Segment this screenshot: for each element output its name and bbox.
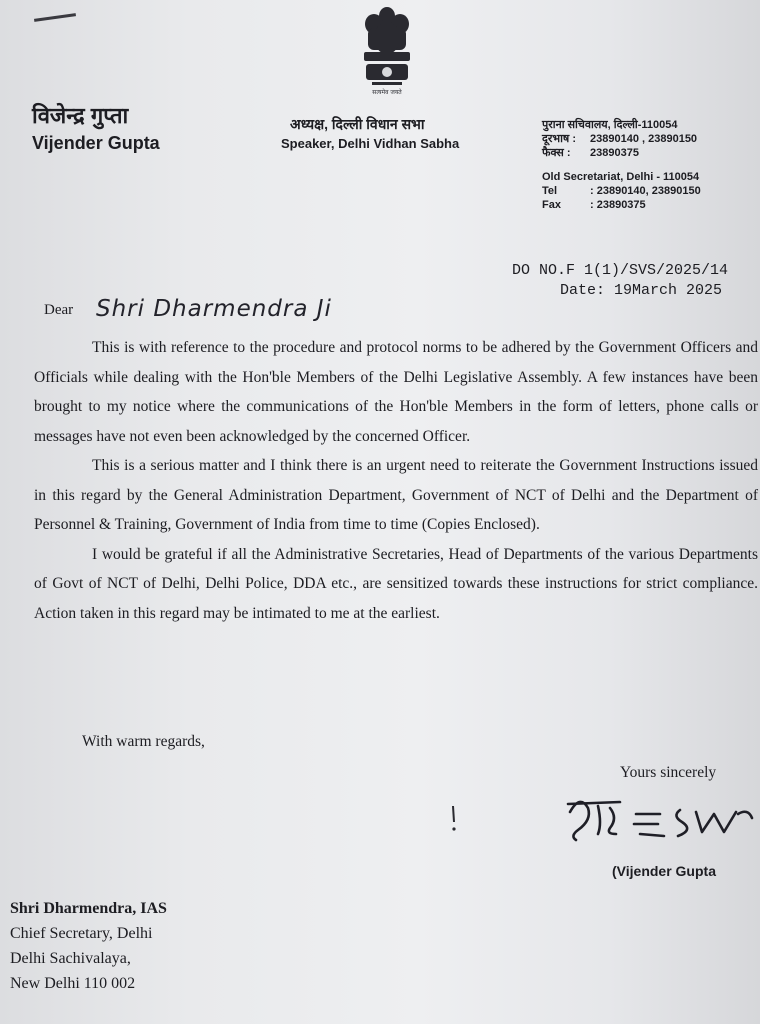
do-reference-number: DO NO.F 1(1)/SVS/2025/14 [512, 262, 729, 279]
sender-name-hindi: विजेन्द्र गुप्ता [32, 103, 129, 128]
address-line-english: Old Secretariat, Delhi - 110054 [542, 171, 700, 183]
pen-mark [34, 13, 76, 22]
sign-off: Yours sincerely [620, 764, 717, 781]
phone-line-hindi [542, 132, 701, 146]
paragraph: This is with reference to the procedure and protocol norms to be adhered by the Government Officers and Officials while dealing with the Hon'ble Members of the Delhi Legislative Assembly. A few instances have been brought to my notice where the communications of the Hon'ble Members in the form of letters, phone calls or messages have not even been acknowledged by the concerned Officer. [34, 339, 758, 445]
address-block-hindi [542, 118, 701, 212]
recipient-line: Chief Secretary, Delhi [10, 925, 153, 942]
letter-date: Date: 19March 2025 [560, 282, 723, 299]
letter-body [34, 333, 758, 628]
recipient-line: Delhi Sachivalaya, [10, 950, 131, 967]
paragraph: I would be grateful if all the Administrative Secretaries, Head of Departments of the various Departments of Govt of NCT of Delhi, Delhi Police, DDA etc., are sensitized towards these instructions for strict compliance. Action taken in this regard may be intimated to me at the earliest. [34, 545, 758, 622]
fax-value: : 23890375 [590, 199, 646, 211]
tel-label: Tel [542, 185, 558, 197]
tel-value: : 23890140, 23890150 [590, 185, 701, 197]
fax-line [542, 198, 701, 212]
fax-value-hindi: 23890375 [590, 147, 639, 159]
paragraph: This is a serious matter and I think there is an urgent need to reiterate the Government Instructions issued in this regard by the General Administration Department, Government of NCT of Delhi and the Department of Personnel & Training, Government of India from time to time (Copies Enclosed). [34, 457, 758, 533]
phone-label-hindi: दूरभाष : [542, 133, 576, 145]
handwritten-addressee: Shri Dharmendra Ji [96, 296, 332, 322]
fax-line-hindi [542, 146, 701, 160]
address-line-hindi: पुराना सचिवालय, दिल्ली-110054 [542, 119, 678, 131]
pen-tick-mark [448, 804, 458, 834]
sender-name-english: Vijender Gupta [32, 133, 160, 153]
fax-label: Fax [542, 199, 561, 211]
signatory-name: (Vijender Gupta [612, 863, 716, 879]
phone-value-hindi: 23890140 , 23890150 [590, 133, 698, 145]
national-emblem-icon [352, 4, 422, 96]
recipient-line: New Delhi 110 002 [10, 975, 136, 992]
handwritten-signature [562, 790, 760, 852]
tel-line [542, 184, 701, 198]
sender-title-english: Speaker, Delhi Vidhan Sabha [281, 136, 460, 151]
recipient-address [10, 896, 167, 996]
fax-label-hindi: फैक्स : [542, 147, 571, 159]
closing-line: With warm regards, [82, 733, 205, 750]
salutation: Dear [44, 302, 74, 318]
sender-title-hindi: अध्यक्ष, दिल्ली विधान सभा [290, 116, 425, 132]
recipient-line: Shri Dharmendra, IAS [10, 900, 167, 917]
emblem-motto: सत्यमेव जयते [372, 89, 402, 96]
